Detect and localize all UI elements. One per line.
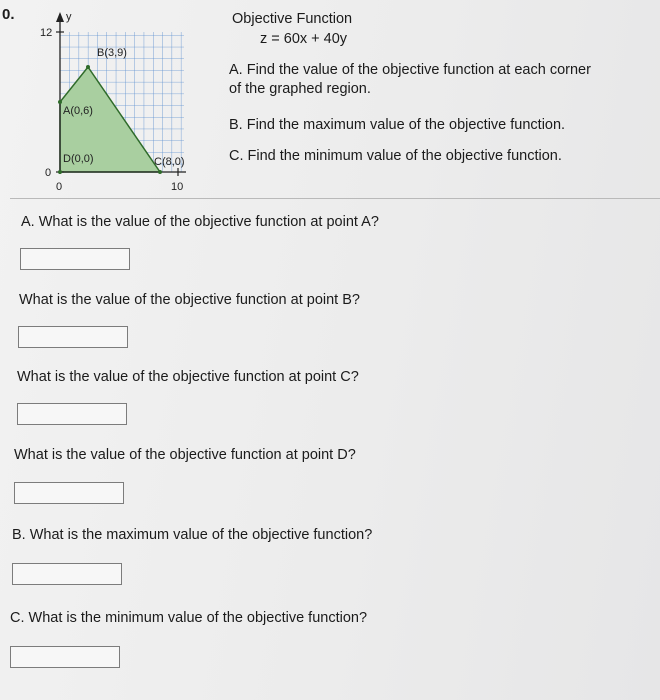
point-c-dot [158,170,162,174]
answer-point-c-input[interactable] [17,403,127,425]
question-point-c: What is the value of the objective function at point C? [17,369,359,385]
question-point-b: What is the value of the objective function at point B? [19,292,360,308]
y-tick-label: 12 [40,27,53,39]
objective-title: Objective Function [232,11,353,27]
question-minimum: C. What is the minimum value of the objective function? [10,610,368,626]
instruction-a: A. Find the value of the objective function at each corner [229,62,591,78]
point-b-dot [86,65,90,69]
y-origin-label: 0 [45,167,52,179]
instruction-c: C. Find the minimum value of the objective function. [229,148,562,164]
feasible-region-graph [0,0,210,200]
question-point-d: What is the value of the objective function at point D? [14,447,356,463]
x-origin-label: 0 [56,181,63,193]
instruction-a-continued: of the graphed region. [229,81,371,97]
answer-minimum-input[interactable] [10,646,120,668]
answer-point-b-input[interactable] [18,326,128,348]
section-divider [10,198,660,199]
x-tick-label: 10 [171,181,184,193]
answer-point-d-input[interactable] [14,482,124,504]
answer-point-a-input[interactable] [20,248,130,270]
question-maximum: B. What is the maximum value of the objective function? [12,527,373,543]
point-d-label: D(0,0) [63,153,94,165]
instruction-b: B. Find the maximum value of the objective function. [229,117,566,133]
problem-number: 0. [2,6,15,23]
answer-maximum-input[interactable] [12,563,122,585]
question-point-a: A. What is the value of the objective function at point A? [21,214,379,230]
y-axis-label: y [66,11,72,23]
point-a-label: A(0,6) [63,105,93,117]
point-a-dot [58,100,62,104]
point-d-dot [58,170,62,174]
y-axis-arrow [56,12,64,22]
point-c-label: C(8,0) [154,156,185,168]
point-b-label: B(3,9) [97,47,127,59]
objective-formula: z = 60x + 40y [260,31,348,47]
